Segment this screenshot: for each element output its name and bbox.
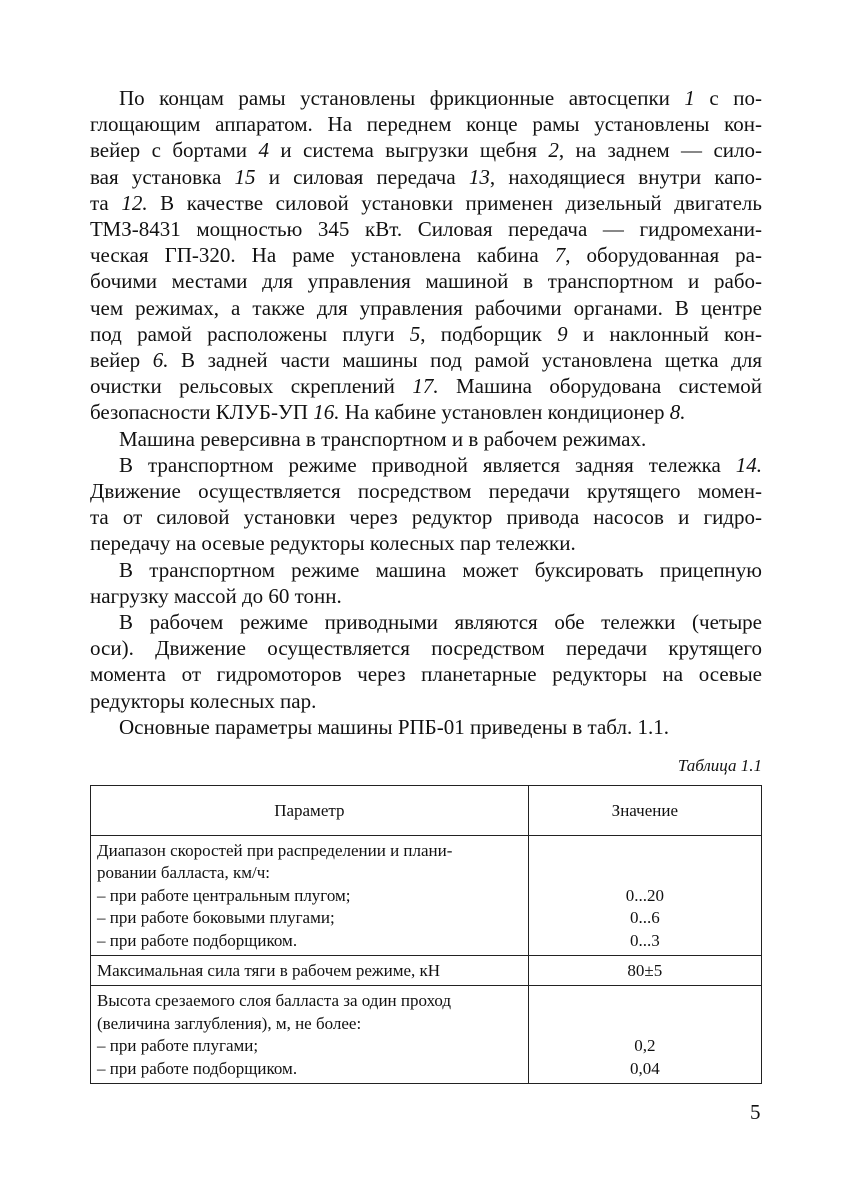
text-line: безопасности КЛУБ-УП 16. На кабине установлен кондиционер 8. <box>90 400 686 425</box>
text-line: оси). Движение осуществляется посредством передачи крутящего <box>90 636 762 661</box>
parameter-cell <box>91 956 529 986</box>
value-line: 0,2 <box>634 1036 656 1056</box>
paragraph <box>90 452 762 557</box>
figure-reference: 13 <box>468 164 490 189</box>
page-number: 5 <box>750 1100 761 1124</box>
table-row <box>91 956 762 986</box>
text-line: ТМЗ-8431 мощностью 345 кВт. Силовая передача — гидромехани- <box>90 217 762 242</box>
page-content <box>90 85 762 1078</box>
text-line: глощающим аппаратом. На переднем конце рамы установлены кон- <box>90 112 762 137</box>
text-line: та от силовой установки через редуктор привода насосов и гидро- <box>90 505 762 530</box>
text-line: та 12. В качестве силовой установки применен дизельный двигатель <box>90 190 762 215</box>
table-caption: Таблица 1.1 <box>677 756 762 775</box>
text-line: Движение осуществляется посредством передачи крутящего момен- <box>90 479 762 504</box>
body-text <box>90 85 762 740</box>
figure-reference: 8. <box>669 400 686 425</box>
value-line <box>535 840 755 862</box>
figure-reference: 7 <box>554 243 566 268</box>
text-line: под рамой расположены плуги 5, подборщик 9 и наклонный кон- <box>90 321 762 346</box>
parameter-cell <box>91 986 529 1084</box>
parameter-line: – при работе подборщиком. <box>97 1058 298 1078</box>
column-header-value: Значение <box>528 786 761 836</box>
parameters-table <box>90 785 762 1084</box>
figure-reference: 17. <box>412 374 439 399</box>
value-line <box>535 1013 755 1035</box>
figure-reference: 14. <box>735 452 762 477</box>
table-header-row <box>91 786 762 836</box>
paragraph <box>90 85 762 426</box>
text-line: вая установка 15 и силовая передача 13, находящиеся внутри капо- <box>90 164 762 189</box>
text-line: момента от гидромоторов через планетарные редукторы на осевые <box>90 662 762 687</box>
value-line: 0,04 <box>629 1058 660 1078</box>
figure-reference: 1 <box>684 86 695 110</box>
text-line: Машина реверсивна в транспортном и в рабочем режимах. <box>119 426 647 451</box>
value-line: 0...3 <box>629 930 660 950</box>
parameter-line: Максимальная сила тяги в рабочем режиме, кН <box>97 961 441 981</box>
table-row <box>91 836 762 956</box>
value-line <box>535 990 755 1012</box>
text-line: ческая ГП-320. На раме установлена кабина 7, оборудованная ра- <box>90 243 762 268</box>
text-line: бочими местами для управления машиной в транспортном и рабо- <box>90 269 762 294</box>
paragraph <box>90 609 762 714</box>
value-line: 80±5 <box>627 961 663 981</box>
text-line: очистки рельсовых скреплений 17. Машина оборудована системой <box>90 374 762 399</box>
figure-reference: 15 <box>234 164 256 189</box>
value-line: 0...6 <box>629 908 660 928</box>
value-line: 0...20 <box>625 885 664 905</box>
text-line: Основные параметры машины РПБ-01 приведены в табл. 1.1. <box>119 714 669 739</box>
text-line: По концам рамы установлены фрикционные автосцепки 1 с по- <box>119 86 762 110</box>
parameter-line: (величина заглубления), м, не более: <box>97 1013 362 1033</box>
text-line: вейер 6. В задней части машины под рамой установлена щетка для <box>90 348 762 373</box>
text-line: нагрузку массой до 60 тонн. <box>90 583 342 608</box>
parameter-line: Диапазон скоростей при распределении и плани- <box>97 841 453 860</box>
text-line: редукторы колесных пар. <box>90 688 317 713</box>
figure-reference: 9 <box>557 321 568 346</box>
figure-reference: 6. <box>152 348 169 373</box>
paragraph <box>90 557 762 609</box>
figure-reference: 5 <box>409 321 421 346</box>
value-cell <box>528 986 761 1084</box>
text-line: чем режимах, а также для управления рабочими органами. В центре <box>90 295 762 320</box>
parameter-line: – при работе боковыми плугами; <box>97 908 335 928</box>
table-row <box>91 986 762 1084</box>
paragraph <box>90 714 762 740</box>
text-line: вейер с бортами 4 и система выгрузки щебня 2, на заднем — сило- <box>90 138 762 163</box>
parameter-line: – при работе центральным плугом; <box>97 885 351 905</box>
value-line <box>535 862 755 884</box>
parameter-line: – при работе подборщиком. <box>97 930 298 950</box>
value-cell <box>528 836 761 956</box>
text-line: В транспортном режиме машина может буксировать прицепную <box>119 557 762 582</box>
paragraph <box>90 426 762 452</box>
column-header-parameter: Параметр <box>91 786 529 836</box>
figure-reference: 16. <box>313 400 340 425</box>
value-cell <box>528 956 761 986</box>
parameter-line: ровании балласта, км/ч: <box>97 863 270 883</box>
text-line: В транспортном режиме приводной является задняя тележка 14. <box>119 452 762 477</box>
text-line: В рабочем режиме приводными являются обе тележки (четыре <box>119 610 762 635</box>
figure-reference: 12. <box>121 190 148 215</box>
parameter-line: – при работе плугами; <box>97 1036 259 1056</box>
text-line: передачу на осевые редукторы колесных пар тележки. <box>90 531 576 556</box>
parameter-line: Высота срезаемого слоя балласта за один проход <box>97 991 452 1011</box>
figure-reference: 4 <box>258 138 269 163</box>
parameter-cell <box>91 836 529 956</box>
figure-reference: 2 <box>548 138 559 163</box>
